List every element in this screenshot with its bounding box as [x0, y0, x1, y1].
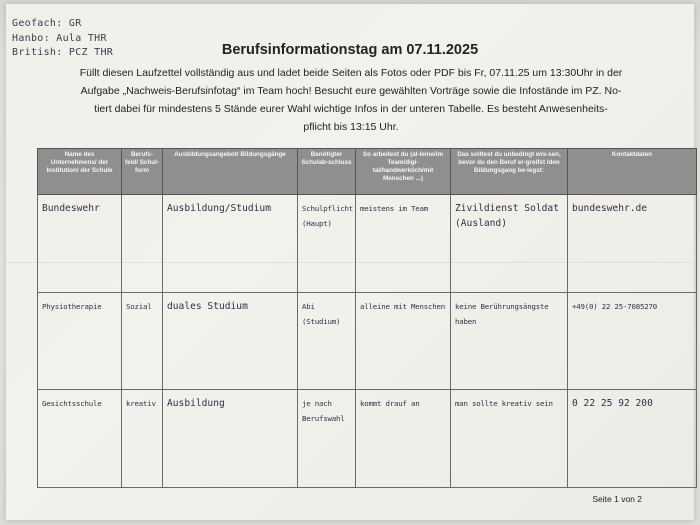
header-training: Ausbildungsangebot/ Bildungsgänge	[163, 149, 298, 195]
cell-work-style[interactable]: meistens im Team	[356, 195, 451, 293]
header-work-style: So arbeitest du (al-leine/im Team/digi-tal/handwerklich/mit Menschen ...)	[356, 149, 451, 195]
page-title: Berufsinformationstag am 07.11.2025	[221, 42, 479, 58]
handwritten-note-2: Hanbo: Aula THR	[12, 33, 107, 44]
page-number: Seite 1 von 2	[592, 494, 642, 504]
instructions-line-1: Füllt diesen Laufzettel vollständig aus und ladet beide Seiten als Fotos oder PDF bis Fr, 07.11.25 um 13:30Uhr in der	[79, 67, 623, 79]
instructions-line-2: Aufgabe „Nachweis-Berufsinfotag“ im Team hoch! Besucht eure gewählten Vorträge sowie die Infostände im PZ. No-	[80, 85, 622, 97]
cell-must-know[interactable]: keine Berührungsängste haben	[451, 292, 568, 390]
table-row	[38, 292, 697, 390]
header-must-know: Das solltest du unbedingt wis-sen, bevor du den Beruf er-greifst /den Bildungsgang be-legst:	[451, 149, 568, 195]
worksheet-page	[6, 4, 694, 520]
header-degree: Benötigter Schulab-schluss	[298, 149, 356, 195]
cell-field[interactable]	[122, 195, 163, 293]
cell-work-style[interactable]: kommt drauf an	[356, 390, 451, 488]
handwritten-note-1: Geofach: GR	[12, 18, 82, 29]
cell-company[interactable]: Physiotherapie	[38, 292, 122, 390]
instructions-line-3: tiert dabei für mindestens 5 Stände eurer Wahl wichtige Infos in der unteren Tabelle. Es besteht Anwesenheits-	[94, 103, 608, 115]
info-table	[37, 148, 697, 488]
cell-field[interactable]: kreativ	[122, 390, 163, 488]
instructions-line-4: pflicht bis 13:15 Uhr.	[303, 121, 399, 133]
handwritten-note-3: British: PCZ THR	[12, 47, 114, 58]
cell-must-know[interactable]: man sollte kreativ sein	[451, 390, 568, 488]
table-row	[38, 390, 697, 488]
cell-contact[interactable]: 0 22 25 92 200	[568, 390, 697, 488]
cell-contact[interactable]: bundeswehr.de	[568, 195, 697, 293]
header-company: Name des Unternehmens/ der Institution/ der Schule	[38, 149, 122, 195]
header-field: Berufs-feld/ Schul-form	[122, 149, 163, 195]
cell-company[interactable]: Gesichtsschule	[38, 390, 122, 488]
cell-training[interactable]: duales Studium	[163, 292, 298, 390]
cell-field[interactable]: Sozial	[122, 292, 163, 390]
cell-training[interactable]: Ausbildung	[163, 390, 298, 488]
cell-training[interactable]: Ausbildung/Studium	[163, 195, 298, 293]
cell-contact[interactable]: +49(0) 22 25-7085270	[568, 292, 697, 390]
cell-degree[interactable]: Schulpflicht (Haupt)	[298, 195, 356, 293]
header-contact: Kontaktdaten	[568, 149, 697, 195]
instructions	[44, 64, 658, 136]
cell-degree[interactable]: je nach Berufswahl	[298, 390, 356, 488]
cell-company[interactable]: Bundeswehr	[38, 195, 122, 293]
table-row	[38, 195, 697, 293]
cell-degree[interactable]: Abi (Studium)	[298, 292, 356, 390]
cell-must-know[interactable]: Zivildienst Soldat (Ausland)	[451, 195, 568, 293]
table-header-row	[38, 149, 697, 195]
cell-work-style[interactable]: alleine mit Menschen	[356, 292, 451, 390]
